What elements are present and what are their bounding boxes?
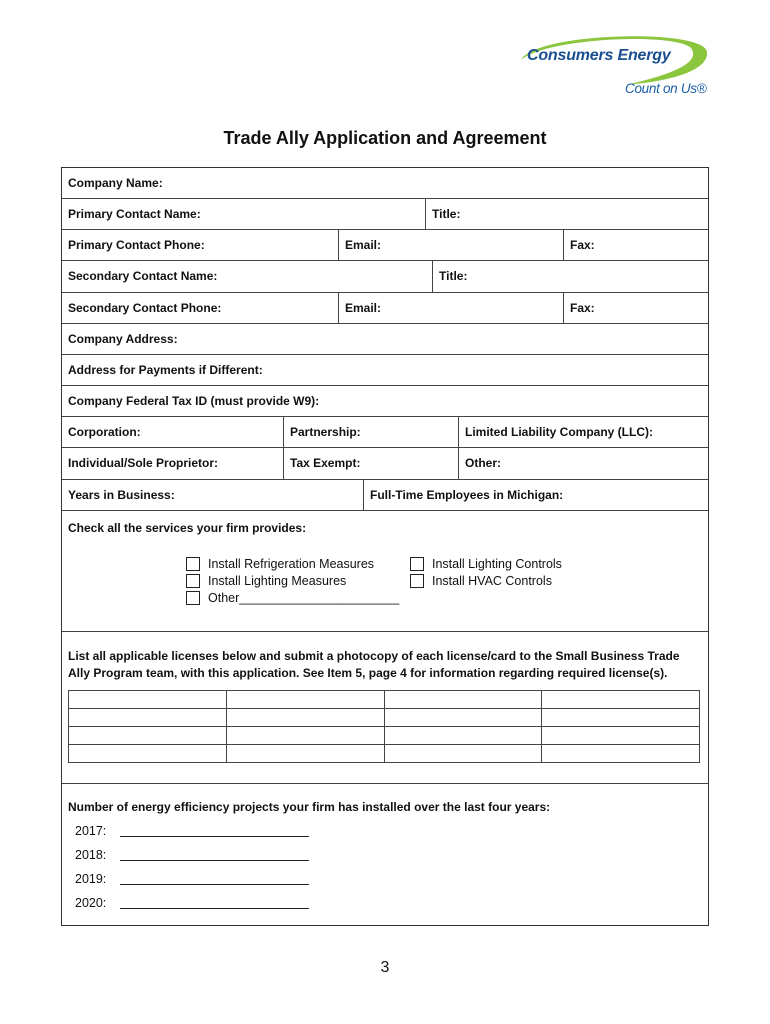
service-hvac-controls[interactable] (410, 574, 552, 588)
logo-tagline: Count on Us® (625, 81, 707, 96)
license-cell[interactable] (69, 691, 227, 709)
services-section (62, 511, 708, 632)
license-cell[interactable] (226, 691, 384, 709)
license-cell[interactable] (542, 709, 700, 727)
services-title: Check all the services your firm provides: (68, 521, 307, 535)
secondary-phone-row (62, 293, 708, 324)
page-title: Trade Ally Application and Agreement (223, 128, 547, 148)
year-label-2019: 2019: (75, 872, 107, 886)
payment-address-field[interactable]: Address for Payments if Different: (68, 363, 263, 377)
service-refrigeration[interactable] (186, 557, 374, 571)
license-cell[interactable] (384, 691, 542, 709)
secondary-email-field[interactable]: Email: (338, 293, 563, 323)
secondary-fax-field[interactable]: Fax: (563, 293, 708, 323)
checkbox-icon[interactable] (186, 574, 200, 588)
year-2020-input[interactable] (120, 908, 309, 909)
table-row (69, 691, 700, 709)
checkbox-icon[interactable] (410, 557, 424, 571)
tax-id-field[interactable]: Company Federal Tax ID (must provide W9): (68, 394, 320, 408)
primary-phone-field[interactable]: Primary Contact Phone: (68, 238, 205, 252)
primary-fax-field[interactable]: Fax: (563, 230, 708, 260)
corporation-field[interactable]: Corporation: (68, 425, 141, 439)
company-name-field[interactable]: Company Name: (68, 176, 163, 190)
year-2019-input[interactable] (120, 884, 309, 885)
company-name-row (62, 168, 708, 199)
years-in-business-field[interactable]: Years in Business: (68, 488, 175, 502)
year-2017-input[interactable] (120, 836, 309, 837)
license-cell[interactable] (542, 745, 700, 763)
entity-type-row-2 (62, 448, 708, 480)
secondary-phone-field[interactable]: Secondary Contact Phone: (68, 301, 222, 315)
secondary-contact-row (62, 261, 708, 293)
company-address-row (62, 324, 708, 355)
payment-address-row (62, 355, 708, 386)
year-label-2018: 2018: (75, 848, 107, 862)
service-lighting-controls[interactable] (410, 557, 562, 571)
tax-id-row (62, 386, 708, 417)
licenses-table (68, 690, 700, 763)
license-cell[interactable] (69, 709, 227, 727)
business-info-row (62, 480, 708, 511)
primary-contact-row (62, 199, 708, 230)
projects-title: Number of energy efficiency projects your firm has installed over the last four years: (68, 800, 551, 814)
year-2018-input[interactable] (120, 860, 309, 861)
logo-brand-text: Consumers Energy (527, 47, 671, 64)
license-cell[interactable] (226, 745, 384, 763)
secondary-contact-name-field[interactable]: Secondary Contact Name: (68, 269, 218, 283)
table-row (69, 745, 700, 763)
page-number: 3 (380, 959, 390, 976)
partnership-field[interactable]: Partnership: (283, 417, 458, 447)
service-label: Install Refrigeration Measures (208, 557, 375, 571)
entity-type-row-1 (62, 417, 708, 448)
service-label: Install Lighting Measures (208, 574, 347, 588)
table-row (69, 709, 700, 727)
checkbox-icon[interactable] (186, 557, 200, 571)
license-cell[interactable] (384, 727, 542, 745)
license-cell[interactable] (384, 709, 542, 727)
licenses-section (62, 632, 708, 784)
checkbox-icon[interactable] (410, 574, 424, 588)
primary-title-field[interactable]: Title: (425, 199, 708, 229)
year-label-2020: 2020: (75, 896, 107, 910)
company-address-field[interactable]: Company Address: (68, 332, 178, 346)
checkbox-icon[interactable] (186, 591, 200, 605)
individual-field[interactable]: Individual/Sole Proprietor: (68, 456, 219, 470)
employees-field[interactable]: Full-Time Employees in Michigan: (363, 480, 708, 510)
license-cell[interactable] (542, 727, 700, 745)
license-cell[interactable] (542, 691, 700, 709)
primary-email-field[interactable]: Email: (338, 230, 563, 260)
secondary-title-field[interactable]: Title: (432, 261, 708, 292)
service-label: Install HVAC Controls (432, 574, 552, 588)
service-lighting-measures[interactable] (186, 574, 346, 588)
licenses-instructions: List all applicable licenses below and submit a photocopy of each license/card to the Small Business Trade Ally Program team, with this application. See Item 5, page 4 for information regarding required license(s). (68, 649, 680, 680)
license-cell[interactable] (226, 727, 384, 745)
license-cell[interactable] (226, 709, 384, 727)
service-label: Other_______________________ (208, 591, 400, 605)
service-label: Install Lighting Controls (432, 557, 562, 571)
other-field[interactable]: Other: (458, 448, 708, 479)
application-form (61, 167, 709, 926)
license-cell[interactable] (69, 745, 227, 763)
table-row (69, 727, 700, 745)
consumers-energy-logo (515, 30, 715, 102)
license-cell[interactable] (384, 745, 542, 763)
license-cell[interactable] (69, 727, 227, 745)
primary-contact-name-field[interactable]: Primary Contact Name: (68, 207, 201, 221)
year-label-2017: 2017: (75, 824, 107, 838)
projects-section (62, 784, 708, 925)
llc-field[interactable]: Limited Liability Company (LLC): (458, 417, 708, 447)
primary-phone-row (62, 230, 708, 261)
service-other[interactable] (186, 591, 399, 605)
tax-exempt-field[interactable]: Tax Exempt: (283, 448, 458, 479)
